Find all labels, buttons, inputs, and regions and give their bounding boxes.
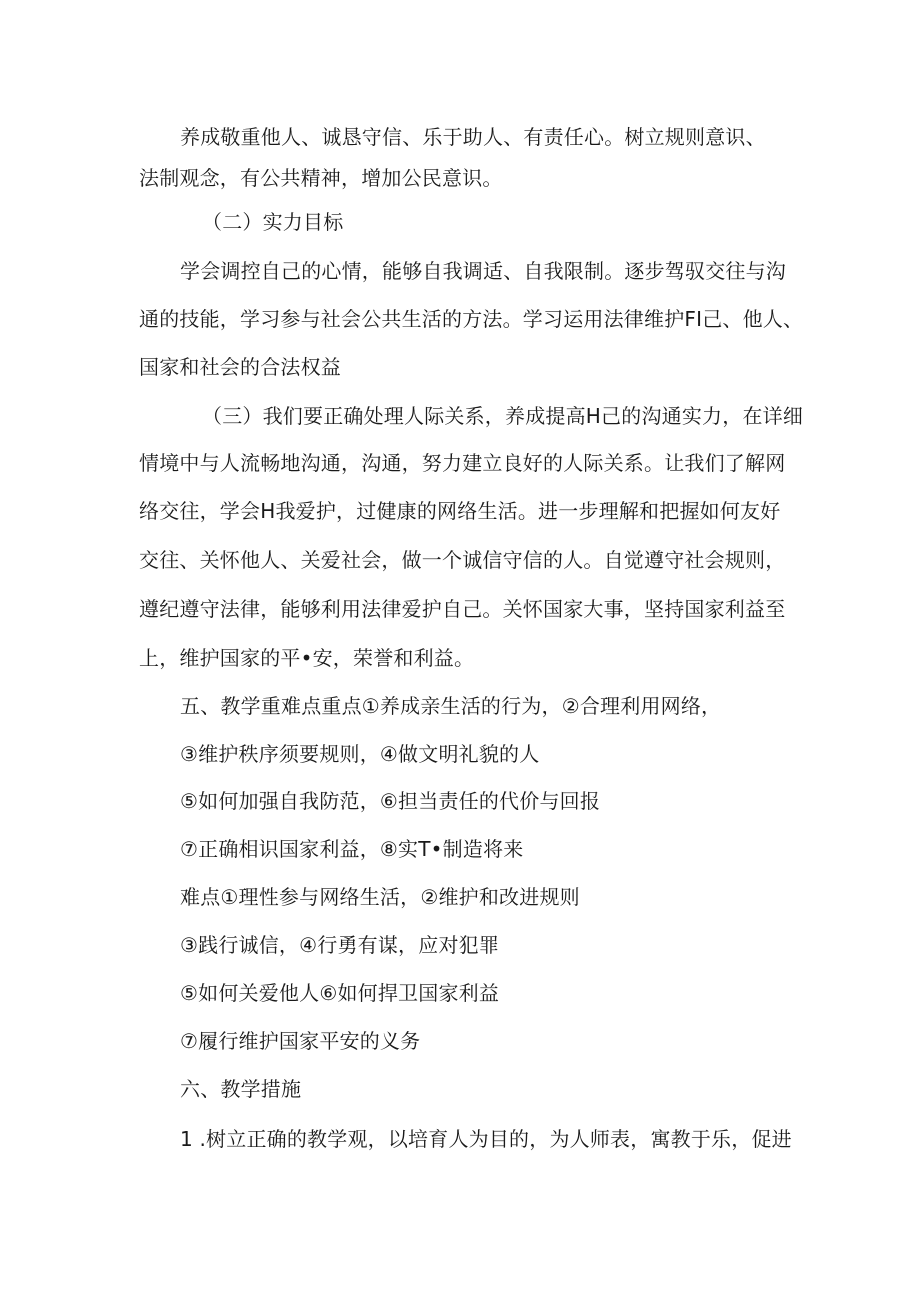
paragraph-line-7: 情境中与人流畅地沟通，沟通，努力建立良好的人际关系。让我们了解网 [139,451,786,475]
section-heading-teaching-measures: 六、教学措施 [180,1077,302,1101]
paragraph-line-10: 遵纪遵守法律，能够利用法律爱护自己。关怀国家大事，坚持国家利益至 [139,597,786,621]
list-line-7: ⑦履行维护国家平安的义务 [180,1029,421,1053]
paragraph-line-12: 1 .树立正确的教学观，以培育人为目的，为人师表，寓教于乐，促进 [180,1127,792,1151]
paragraph-line-5: 国家和社会的合法权益 [139,355,341,379]
section-heading-ability-goals: （二）实力目标 [202,210,344,234]
paragraph-line-9: 交往、关怀他人、关爱社会，做一个诚信守信的人。自觉遵守社会规则， [139,548,786,572]
list-line-2: ⑤如何加强自我防范，⑥担当责任的代价与回报 [180,789,601,813]
list-line-3: ⑦正确相识国家利益，⑧实T•制造将来 [180,837,524,861]
list-line-5: ③践行诚信，④行勇有谋，应对犯罪 [180,933,500,957]
list-line-4: 难点①理性参与网络生活，②维护和改进规则 [180,885,580,909]
list-line-1: ③维护秩序须要规则，④做文明礼貌的人 [180,742,540,766]
paragraph-line-6: （三）我们要正确处理人际关系，养成提高H己的沟通实力，在详细 [202,404,804,428]
list-line-6: ⑤如何关爱他人⑥如何捍卫国家利益 [180,981,500,1005]
section-heading-key-points: 五、教学重难点重点①养成亲生活的行为，②合理利用网络， [180,694,722,718]
paragraph-line-1: 养成敬重他人、诚恳守信、乐于助人、有责任心。树立规则意识、 [180,125,766,149]
paragraph-line-8: 络交往，学会H我爱护，过健康的网络生活。进一步理解和把握如何友好 [139,499,781,523]
paragraph-line-2: 法制观念，有公共精神，增加公民意识。 [139,166,503,190]
paragraph-line-4: 通的技能，学习参与社会公共生活的方法。学习运用法律维护FI己、他人、 [139,307,804,331]
paragraph-line-11: 上，维护国家的平•安，荣誉和利益。 [139,646,475,670]
paragraph-line-3: 学会调控自己的心情，能够自我调适、自我限制。逐步驾驭交往与沟 [180,259,786,283]
